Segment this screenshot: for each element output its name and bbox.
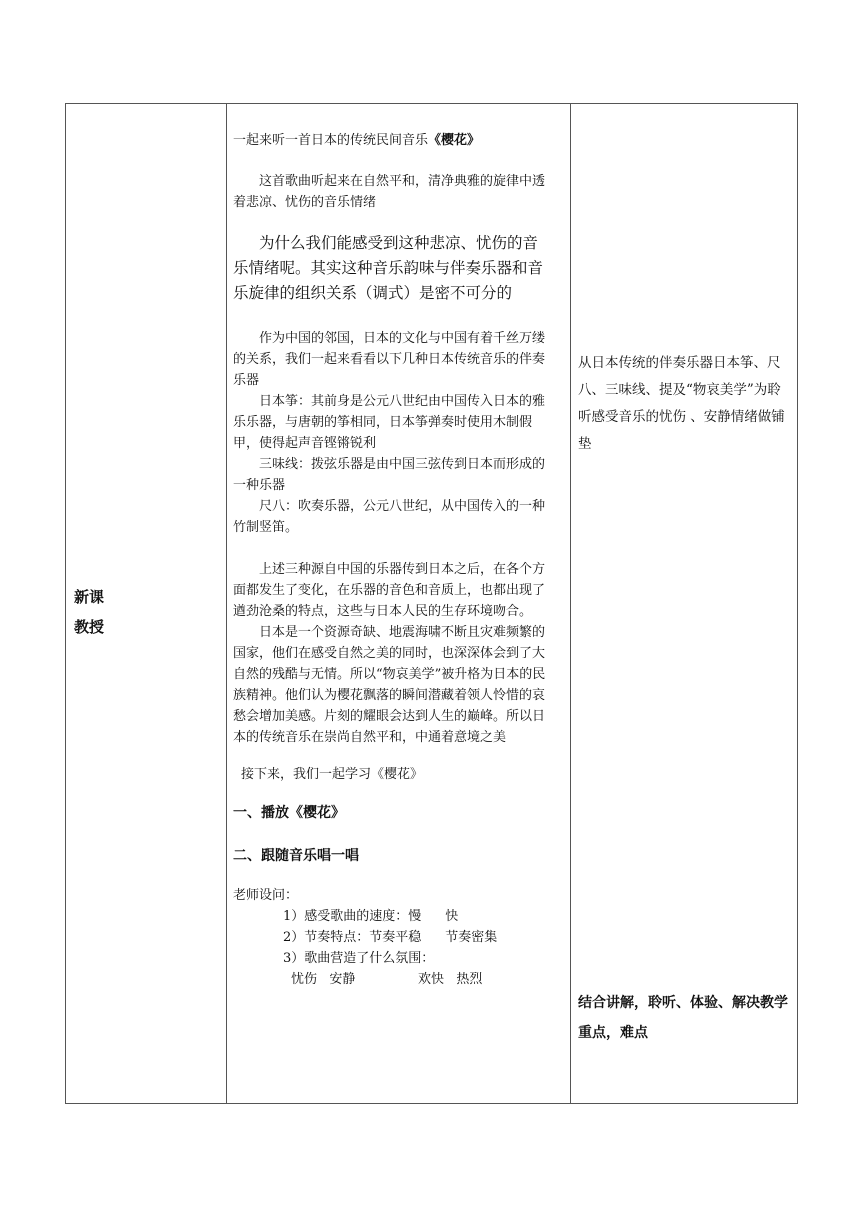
question-1-option: 快 xyxy=(445,909,459,924)
column-divider xyxy=(570,104,571,1103)
row-label xyxy=(74,582,104,642)
answer: 安静 xyxy=(329,972,356,987)
answer: 忧伤 xyxy=(291,972,318,987)
paragraph-koto: 日本筝：其前身是公元八世纪由中国传入日本的雅乐乐器，与唐朝的筝相同，日本筝弹奏时使用木制假甲，使得起声音铿锵锐利 xyxy=(233,394,546,451)
paragraph-next: 接下来，我们一起学习《樱花》 xyxy=(241,767,424,782)
question-1-label: 1）感受歌曲的速度：慢 xyxy=(283,909,422,924)
paragraph-feel: 这首歌曲听起来在自然平和，清净典雅的旋律中透着悲凉、忧伤的音乐情绪 xyxy=(233,174,546,210)
question-intro: 老师设问： xyxy=(233,888,299,903)
paragraph-change: 上述三种源自中国的乐器传到日本之后，在各个方面都发生了变化，在乐器的音色和音质上，也都出现了遒劲沧桑的特点，这些与日本人民的生存环境吻合。 xyxy=(233,562,546,619)
lesson-table xyxy=(65,103,798,1104)
paragraph-shakuhachi: 尺八：吹奏乐器，公元八世纪，从中国传入的一种竹制竖笛。 xyxy=(233,499,546,535)
question-1 xyxy=(233,906,553,927)
song-title: 《樱花》 xyxy=(428,133,481,148)
paragraph-shamisen: 三味线：拨弦乐器是由中国三弦传到日本而形成的一种乐器 xyxy=(233,457,546,493)
paragraph-why: 为什么我们能感受到这种悲凉、忧伤的音乐情绪呢。其实这种音乐韵味与伴奏乐器和音乐旋律的组织关系（调式）是密不可分的 xyxy=(233,234,544,302)
question-3: 3）歌曲营造了什么氛围： xyxy=(283,951,435,966)
intro-line xyxy=(233,130,553,151)
paragraph-neighbor: 作为中国的邻国，日本的文化与中国有着千丝万缕的关系，我们一起来看看以下几种日本传统音乐的伴奏乐器 xyxy=(233,331,546,388)
row-label-line: 新课 xyxy=(74,588,105,606)
design-note-1: 从日本传统的伴奏乐器日本筝、尺八、三味线、提及“物哀美学”为聆听感受音乐的忧伤 、安静情绪做铺垫 xyxy=(578,355,785,452)
question-2-label: 2）节奏特点：节奏平稳 xyxy=(283,930,422,945)
heading-sing: 二、跟随音乐唱一唱 xyxy=(233,848,359,864)
design-note-2: 结合讲解，聆听、体验、解决教学重点，难点 xyxy=(578,995,788,1041)
teaching-content xyxy=(233,130,553,990)
heading-play: 一、播放《樱花》 xyxy=(233,805,345,821)
intro-text: 一起来听一首日本的传统民间音乐 xyxy=(233,133,429,148)
column-divider xyxy=(226,104,227,1103)
question-2 xyxy=(233,927,553,948)
paragraph-japan: 日本是一个资源奇缺、地震海啸不断且灾难频繁的国家，他们在感受自然之美的同时，也深深体会到了大自然的残酷与无情。所以“物哀美学”被升格为日本的民族精神。他们认为樱花飘落的瞬间潜藏着领人怜惜的哀愁会增加美感。片刻的耀眼会达到人生的巅峰。所以日本的传统音乐在崇尚自然平和，中通着意境之美 xyxy=(233,625,546,745)
row-label-line: 教授 xyxy=(74,618,105,636)
question-2-option: 节奏密集 xyxy=(445,930,498,945)
answer: 欢快 xyxy=(417,972,444,987)
answer: 热烈 xyxy=(456,972,483,987)
question-3-answers xyxy=(233,969,553,990)
